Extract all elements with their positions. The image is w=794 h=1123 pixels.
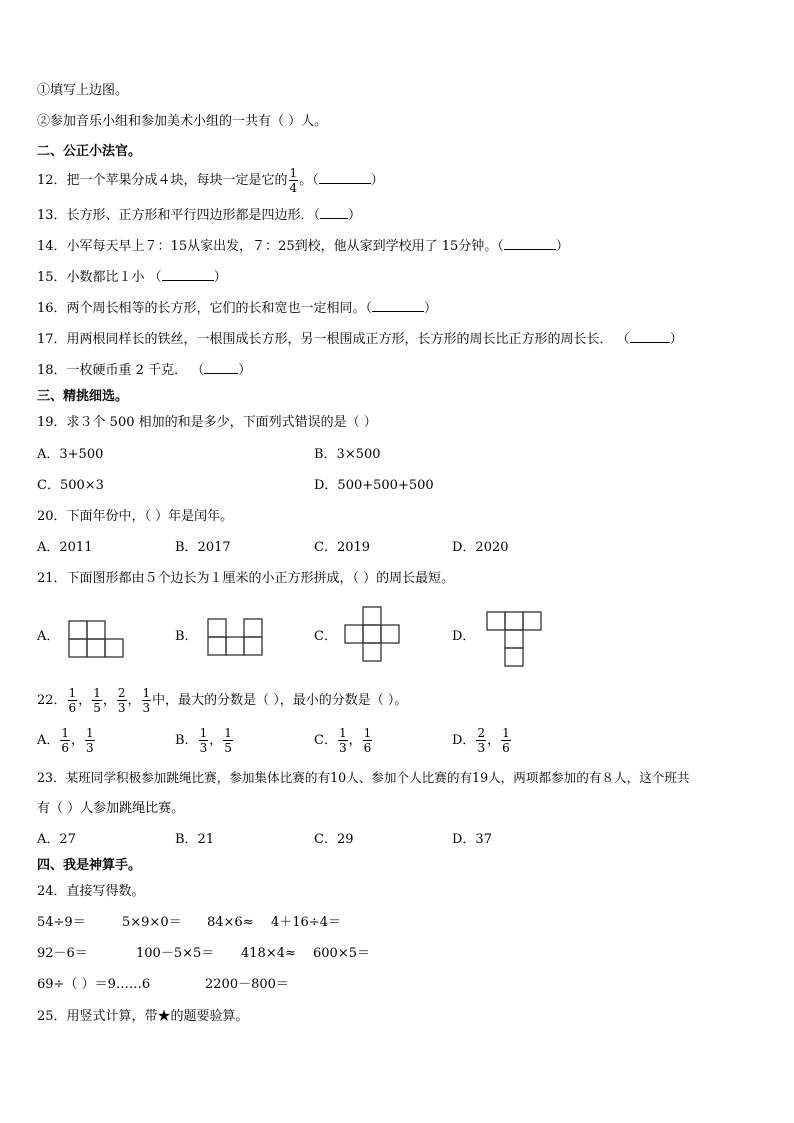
question-25: 25．用竖式计算，带★的题要验算。 — [37, 1009, 249, 1024]
question-24: 24．直接写得数。 — [37, 884, 145, 899]
calc-item: 92－6＝ — [37, 946, 88, 961]
calc-item: 418×4≈ — [241, 946, 296, 961]
answer-blank[interactable] — [162, 280, 214, 281]
question-20: 20．下面年份中，（ ）年是闰年。 — [37, 509, 234, 524]
question-23-line-2: 有（ ）人参加跳绳比赛。 — [37, 801, 185, 816]
fraction-1-4: $\frac{1}{4}$ — [289, 166, 298, 195]
music-art-question: ②参加音乐小组和参加美术小组的一共有（ ）人。 — [37, 114, 328, 129]
question-17: 17．用两根同样长的铁丝，一根围成长方形，另一根围成正方形，长方形的周长比正方形的周长长． （ ） — [37, 332, 683, 347]
option-c[interactable]: C． $\frac{1}{3}$ ， $\frac{1}{6}$ — [314, 726, 372, 755]
option-c[interactable]: C．2019 — [314, 540, 371, 555]
option-b[interactable]: B．21 — [175, 832, 215, 847]
calc-item: 600×5＝ — [313, 946, 370, 961]
square-figure-b — [205, 616, 267, 660]
option-a[interactable]: A．2011 — [37, 540, 93, 555]
option-a[interactable]: A．27 — [37, 832, 76, 847]
option-a[interactable]: A． $\frac{1}{6}$ ， $\frac{1}{3}$ — [37, 726, 94, 755]
option-d[interactable]: D．37 — [452, 832, 492, 847]
option-c[interactable]: C．500×3 — [37, 478, 104, 493]
question-16: 16．两个周长相等的长方形，它们的长和宽也一定相同。（ ） — [37, 301, 438, 316]
question-12: 12．把一个苹果分成４块，每块一定是它的 $\frac{1}{4}$ 。（ ） — [37, 166, 384, 195]
question-18: 18．一枚硬币重 2 千克． （ ） — [37, 363, 252, 378]
question-19: 19．求３个 500 相加的和是多少，下面列式错误的是（ ） — [37, 415, 377, 430]
calc-item: 2200－800＝ — [205, 977, 289, 992]
option-a[interactable]: A． — [37, 629, 60, 644]
answer-blank[interactable] — [504, 249, 556, 250]
calc-item: 5×9×0＝ — [122, 915, 182, 930]
option-c[interactable]: C．29 — [314, 832, 354, 847]
question-15: 15．小数都比１小 （ ） — [37, 270, 227, 285]
section-4-title: 四、我是神算手。 — [37, 858, 142, 873]
fill-diagram-instruction: ①填写上边图。 — [37, 83, 129, 98]
question-13: 13．长方形、正方形和平行四边形都是四边形．（ ） — [37, 208, 362, 223]
option-b[interactable]: B．2017 — [175, 540, 231, 555]
option-d[interactable]: D．500+500+500 — [314, 478, 434, 493]
question-14: 14．小军每天早上７：15从家出发，７：25到校，他从家到学校用了 15分钟。（ ） — [37, 239, 569, 254]
option-d[interactable]: D． $\frac{2}{3}$ ， $\frac{1}{6}$ — [452, 726, 510, 755]
option-d[interactable]: D．2020 — [452, 540, 509, 555]
answer-blank[interactable] — [630, 342, 670, 343]
answer-blank[interactable] — [204, 373, 238, 374]
calc-item: 4＋16÷4＝ — [271, 915, 341, 930]
question-22: 22． $\frac{1}{6}$ ， $\frac{1}{5}$ ， $\frac{2}{3}$ ， $\frac{1}{3}$ 中，最大的分数是（ ），最小的分数是（ ）。 — [37, 686, 408, 715]
question-23-line-1: 23．某班同学积极参加跳绳比赛，参加集体比赛的有10人、参加个人比赛的有19人，两项都参加的有８人，这个班共 — [37, 770, 690, 785]
option-b[interactable]: B． — [175, 629, 198, 644]
section-2-title: 二、公正小法官。 — [37, 144, 142, 159]
option-b[interactable]: B． $\frac{1}{3}$ ， $\frac{1}{5}$ — [175, 726, 232, 755]
option-a[interactable]: A．3+500 — [37, 447, 104, 462]
option-c[interactable]: C． — [314, 629, 337, 644]
calc-item: 54÷9＝ — [37, 915, 86, 930]
option-b[interactable]: B．3×500 — [314, 447, 381, 462]
square-figure-d — [484, 609, 546, 671]
calc-item: 69÷（ ）＝9……6 — [37, 977, 151, 992]
question-21: 21．下面图形都由５个边长为１厘米的小正方形拼成，（ ）的周长最短。 — [37, 571, 455, 586]
square-figure-a — [66, 618, 128, 662]
option-d[interactable]: D． — [452, 629, 476, 644]
square-figure-c — [342, 604, 404, 666]
answer-blank[interactable] — [319, 183, 371, 184]
calc-item: 100－5×5＝ — [136, 946, 215, 961]
section-3-title: 三、精挑细选。 — [37, 389, 129, 404]
answer-blank[interactable] — [320, 218, 348, 219]
calc-item: 84×6≈ — [207, 915, 254, 930]
answer-blank[interactable] — [372, 311, 424, 312]
